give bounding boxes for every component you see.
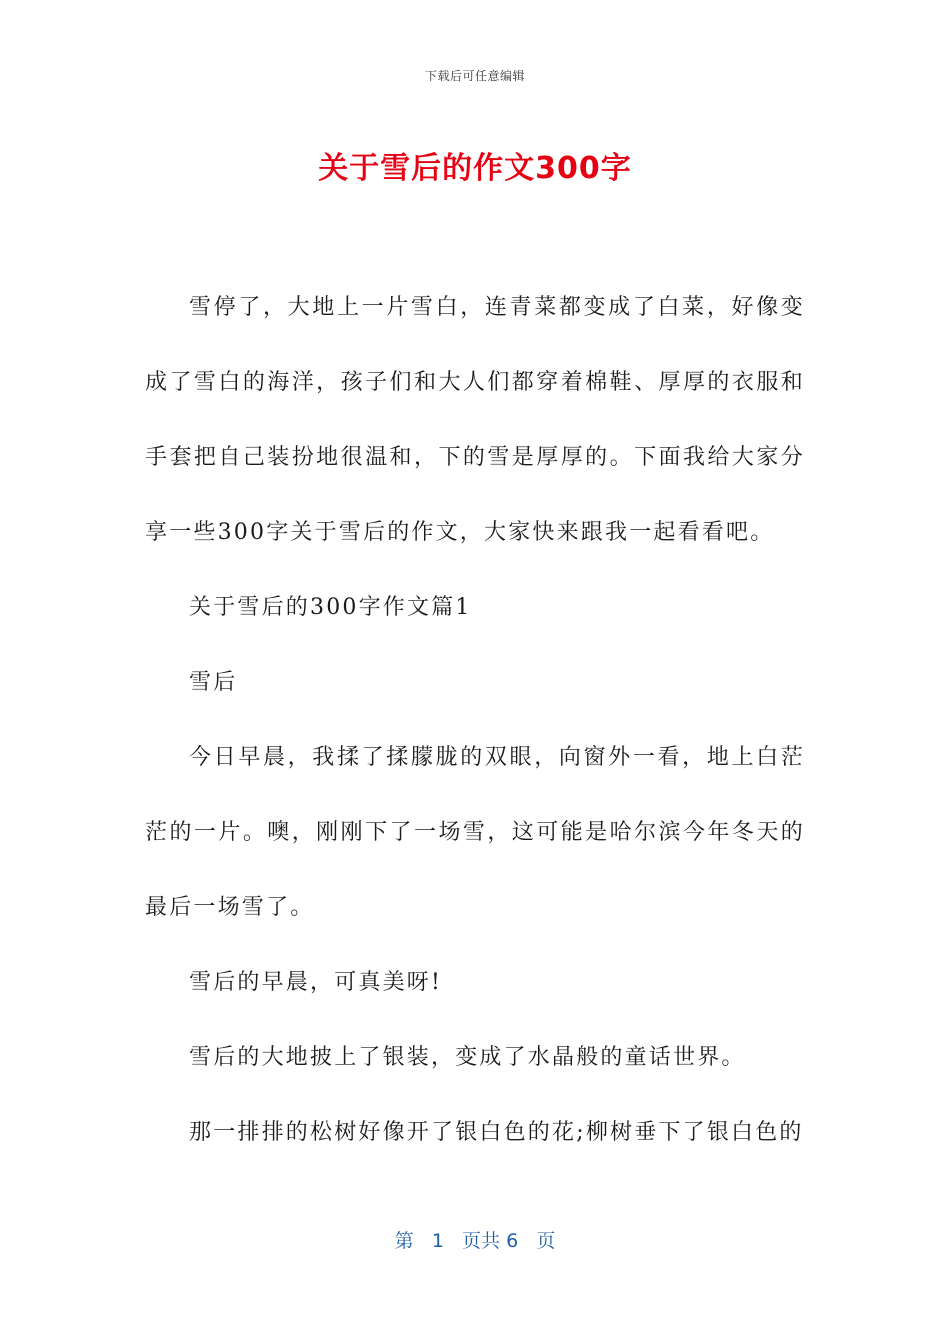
paragraph-intro: 雪停了，大地上一片雪白，连青菜都变成了白菜，好像变成了雪白的海洋，孩子们和大人们都穿着棉鞋、厚厚的衣服和手套把自己装扮地很温和，下的雪是厚厚的。下面我给大家分享一些300字关于雪后的作文，大家快来跟我一起看看吧。: [145, 295, 805, 545]
footer-page-total: 6: [506, 1230, 519, 1252]
paragraph-section-heading: 关于雪后的300字作文篇1: [189, 595, 472, 620]
document-body: [145, 270, 805, 1170]
paragraph-trees: 那一排排的松树好像开了银白色的花;柳树垂下了银白色的: [189, 1120, 804, 1145]
page-footer: [0, 1226, 950, 1253]
paragraph-essay-title: 雪后: [189, 670, 238, 695]
document-title: 关于雪后的作文300字: [318, 151, 632, 186]
paragraph-silver: 雪后的大地披上了银装，变成了水晶般的童话世界。: [189, 1045, 746, 1070]
header-note: 下载后可任意编辑: [424, 69, 525, 83]
footer-page-label-pre: 第: [394, 1230, 414, 1252]
paragraph-morning: 今日早晨，我揉了揉朦胧的双眼，向窗外一看，地上白茫茫的一片。噢，刚刚下了一场雪，这可能是哈尔滨今年冬天的最后一场雪了。: [145, 745, 805, 920]
paragraph-beauty: 雪后的早晨，可真美呀!: [189, 970, 443, 995]
footer-page-label-post: 页: [536, 1230, 556, 1252]
footer-page-number: 1: [431, 1230, 444, 1252]
footer-page-label-mid: 页共: [462, 1230, 501, 1252]
